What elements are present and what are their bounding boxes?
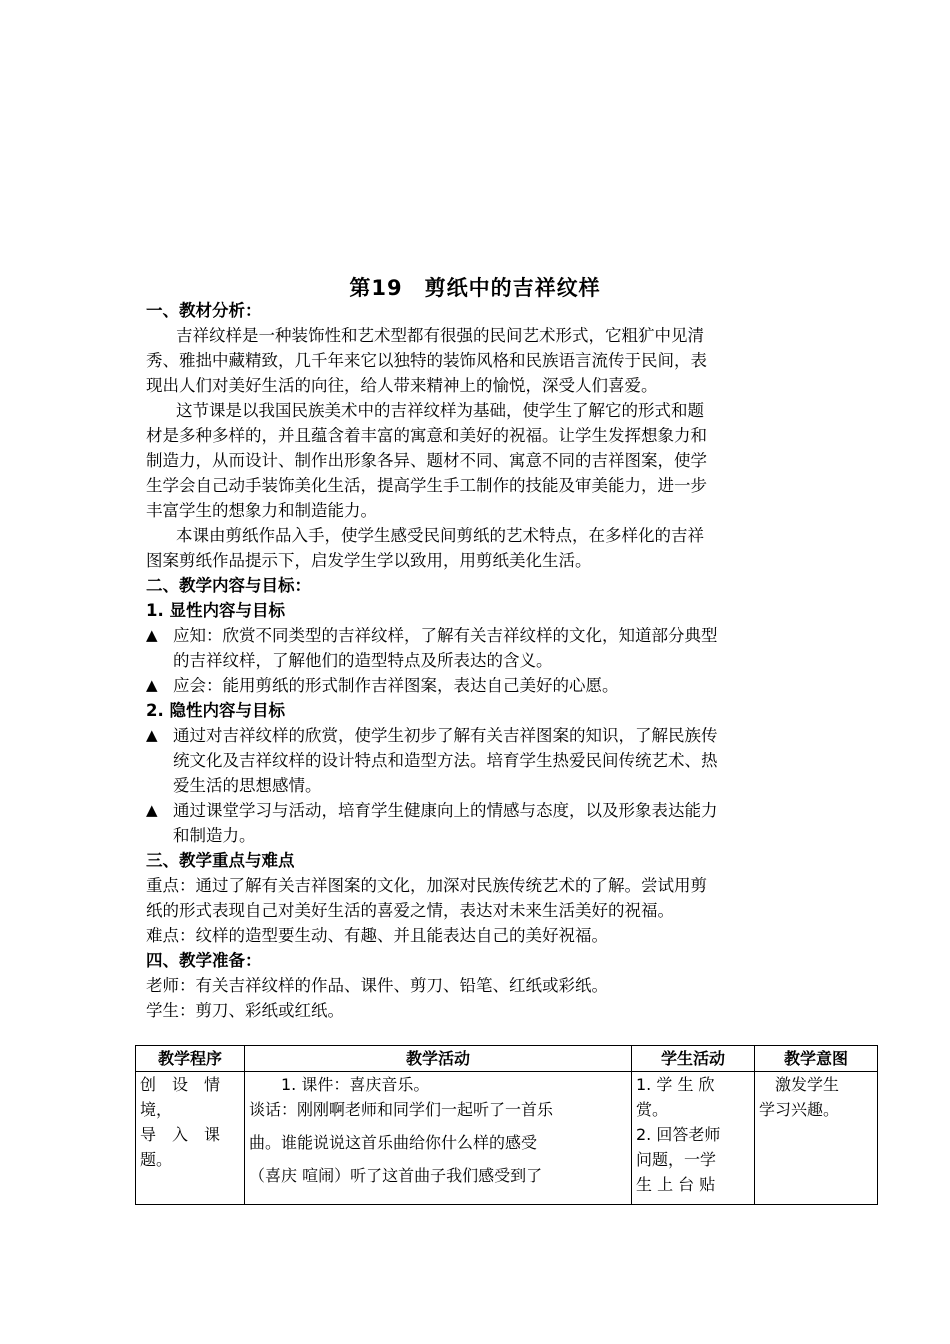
section4-heading: 四、教学准备： <box>146 951 262 970</box>
header-student-activity: 学生活动 <box>632 1046 755 1072</box>
cell-line: 题。 <box>140 1150 173 1169</box>
bullet-line: 通过课堂学习与活动，培育学生健康向上的情感与态度，以及形象表达能力 <box>173 801 718 820</box>
paragraph-line: 秀、雅拙中藏精致，几千年来它以独特的装饰风格和民族语言流传于民间，表 <box>146 351 707 370</box>
bullet-icon: ▲ <box>146 726 158 744</box>
cell-line: 导 入 课 <box>140 1125 221 1144</box>
paragraph-line: 老师：有关吉祥纹样的作品、课件、剪刀、铅笔、红纸或彩纸。 <box>146 976 608 995</box>
header-procedure: 教学程序 <box>136 1046 245 1072</box>
bullet-icon: ▲ <box>146 626 158 644</box>
bullet-line: 和制造力。 <box>173 826 256 845</box>
paragraph-line: 这节课是以我国民族美术中的吉祥纹样为基础，使学生了解它的形式和题 <box>176 401 704 420</box>
table-header-row <box>136 1046 878 1072</box>
subheading-explicit: 1. 显性内容与目标 <box>146 601 285 620</box>
table-row <box>136 1072 878 1205</box>
cell-line: 1. 学 生 欣 <box>636 1075 715 1094</box>
bullet-line: 应知：欣赏不同类型的吉祥纹样，了解有关吉祥纹样的文化，知道部分典型 <box>173 626 718 645</box>
cell-line: 谈话：刚刚啊老师和同学们一起听了一首乐 <box>249 1100 554 1119</box>
header-intent: 教学意图 <box>755 1046 878 1072</box>
paragraph-line: 制造力，从而设计、制作出形象各异、题材不同、寓意不同的吉祥图案，使学 <box>146 451 707 470</box>
cell-student-activity <box>632 1072 755 1205</box>
section1-heading: 一、教材分析： <box>146 301 262 320</box>
section2-heading: 二、教学内容与目标： <box>146 576 311 595</box>
cell-line: 境， <box>140 1100 173 1119</box>
bullet-icon: ▲ <box>146 676 158 694</box>
bullet-line: 统文化及吉祥纹样的设计特点和造型方法。培育学生热爱民间传统艺术、热 <box>173 751 718 770</box>
lesson-plan-table <box>135 1045 878 1205</box>
cell-line: （喜庆 喧闹）听了这首曲子我们感受到了 <box>249 1166 543 1185</box>
paragraph-line: 生学会自己动手装饰美化生活，提高学生手工制作的技能及审美能力，进一步 <box>146 476 707 495</box>
section3-heading: 三、教学重点与难点 <box>146 851 295 870</box>
cell-line: 1. 课件：喜庆音乐。 <box>249 1075 430 1094</box>
paragraph-line: 重点：通过了解有关吉祥图案的文化，加深对民族传统艺术的了解。尝试用剪 <box>146 876 707 895</box>
cell-line: 生 上 台 贴 <box>636 1175 716 1194</box>
page-title: 第19 剪纸中的吉祥纹样 <box>349 276 601 300</box>
paragraph-line: 丰富学生的想象力和制造能力。 <box>146 501 377 520</box>
cell-line: 激发学生 <box>759 1075 840 1094</box>
paragraph-line: 本课由剪纸作品入手，使学生感受民间剪纸的艺术特点，在多样化的吉祥 <box>176 526 704 545</box>
header-activity: 教学活动 <box>245 1046 632 1072</box>
bullet-icon: ▲ <box>146 801 158 819</box>
paragraph-line: 学生：剪刀、彩纸或红纸。 <box>146 1001 344 1020</box>
cell-line: 创 设 情 <box>140 1075 221 1094</box>
bullet-line: 通过对吉祥纹样的欣赏，使学生初步了解有关吉祥图案的知识，了解民族传 <box>173 726 718 745</box>
bullet-line: 爱生活的思想感情。 <box>173 776 322 795</box>
cell-procedure <box>136 1072 245 1205</box>
cell-intent <box>755 1072 878 1205</box>
paragraph-line: 吉祥纹样是一种装饰性和艺术型都有很强的民间艺术形式，它粗犷中见清 <box>176 326 704 345</box>
bullet-line: 应会：能用剪纸的形式制作吉祥图案，表达自己美好的心愿。 <box>173 676 619 695</box>
subheading-implicit: 2. 隐性内容与目标 <box>146 701 285 720</box>
cell-line: 赏。 <box>636 1100 669 1119</box>
bullet-line: 的吉祥纹样，了解他们的造型特点及所表达的含义。 <box>173 651 553 670</box>
cell-line: 学习兴趣。 <box>759 1100 840 1119</box>
paragraph-line: 难点：纹样的造型要生动、有趣、并且能表达自己的美好祝福。 <box>146 926 608 945</box>
cell-line: 问题，一学 <box>636 1150 717 1169</box>
cell-activity <box>245 1072 632 1205</box>
paragraph-line: 材是多种多样的，并且蕴含着丰富的寓意和美好的祝福。让学生发挥想象力和 <box>146 426 707 445</box>
cell-line: 2. 回答老师 <box>636 1125 721 1144</box>
cell-line: 曲。谁能说说这首乐曲给你什么样的感受 <box>249 1133 538 1152</box>
paragraph-line: 纸的形式表现自己对美好生活的喜爱之情，表达对未来生活美好的祝福。 <box>146 901 674 920</box>
paragraph-line: 图案剪纸作品提示下，启发学生学以致用，用剪纸美化生活。 <box>146 551 592 570</box>
paragraph-line: 现出人们对美好生活的向往，给人带来精神上的愉悦，深受人们喜爱。 <box>146 376 658 395</box>
